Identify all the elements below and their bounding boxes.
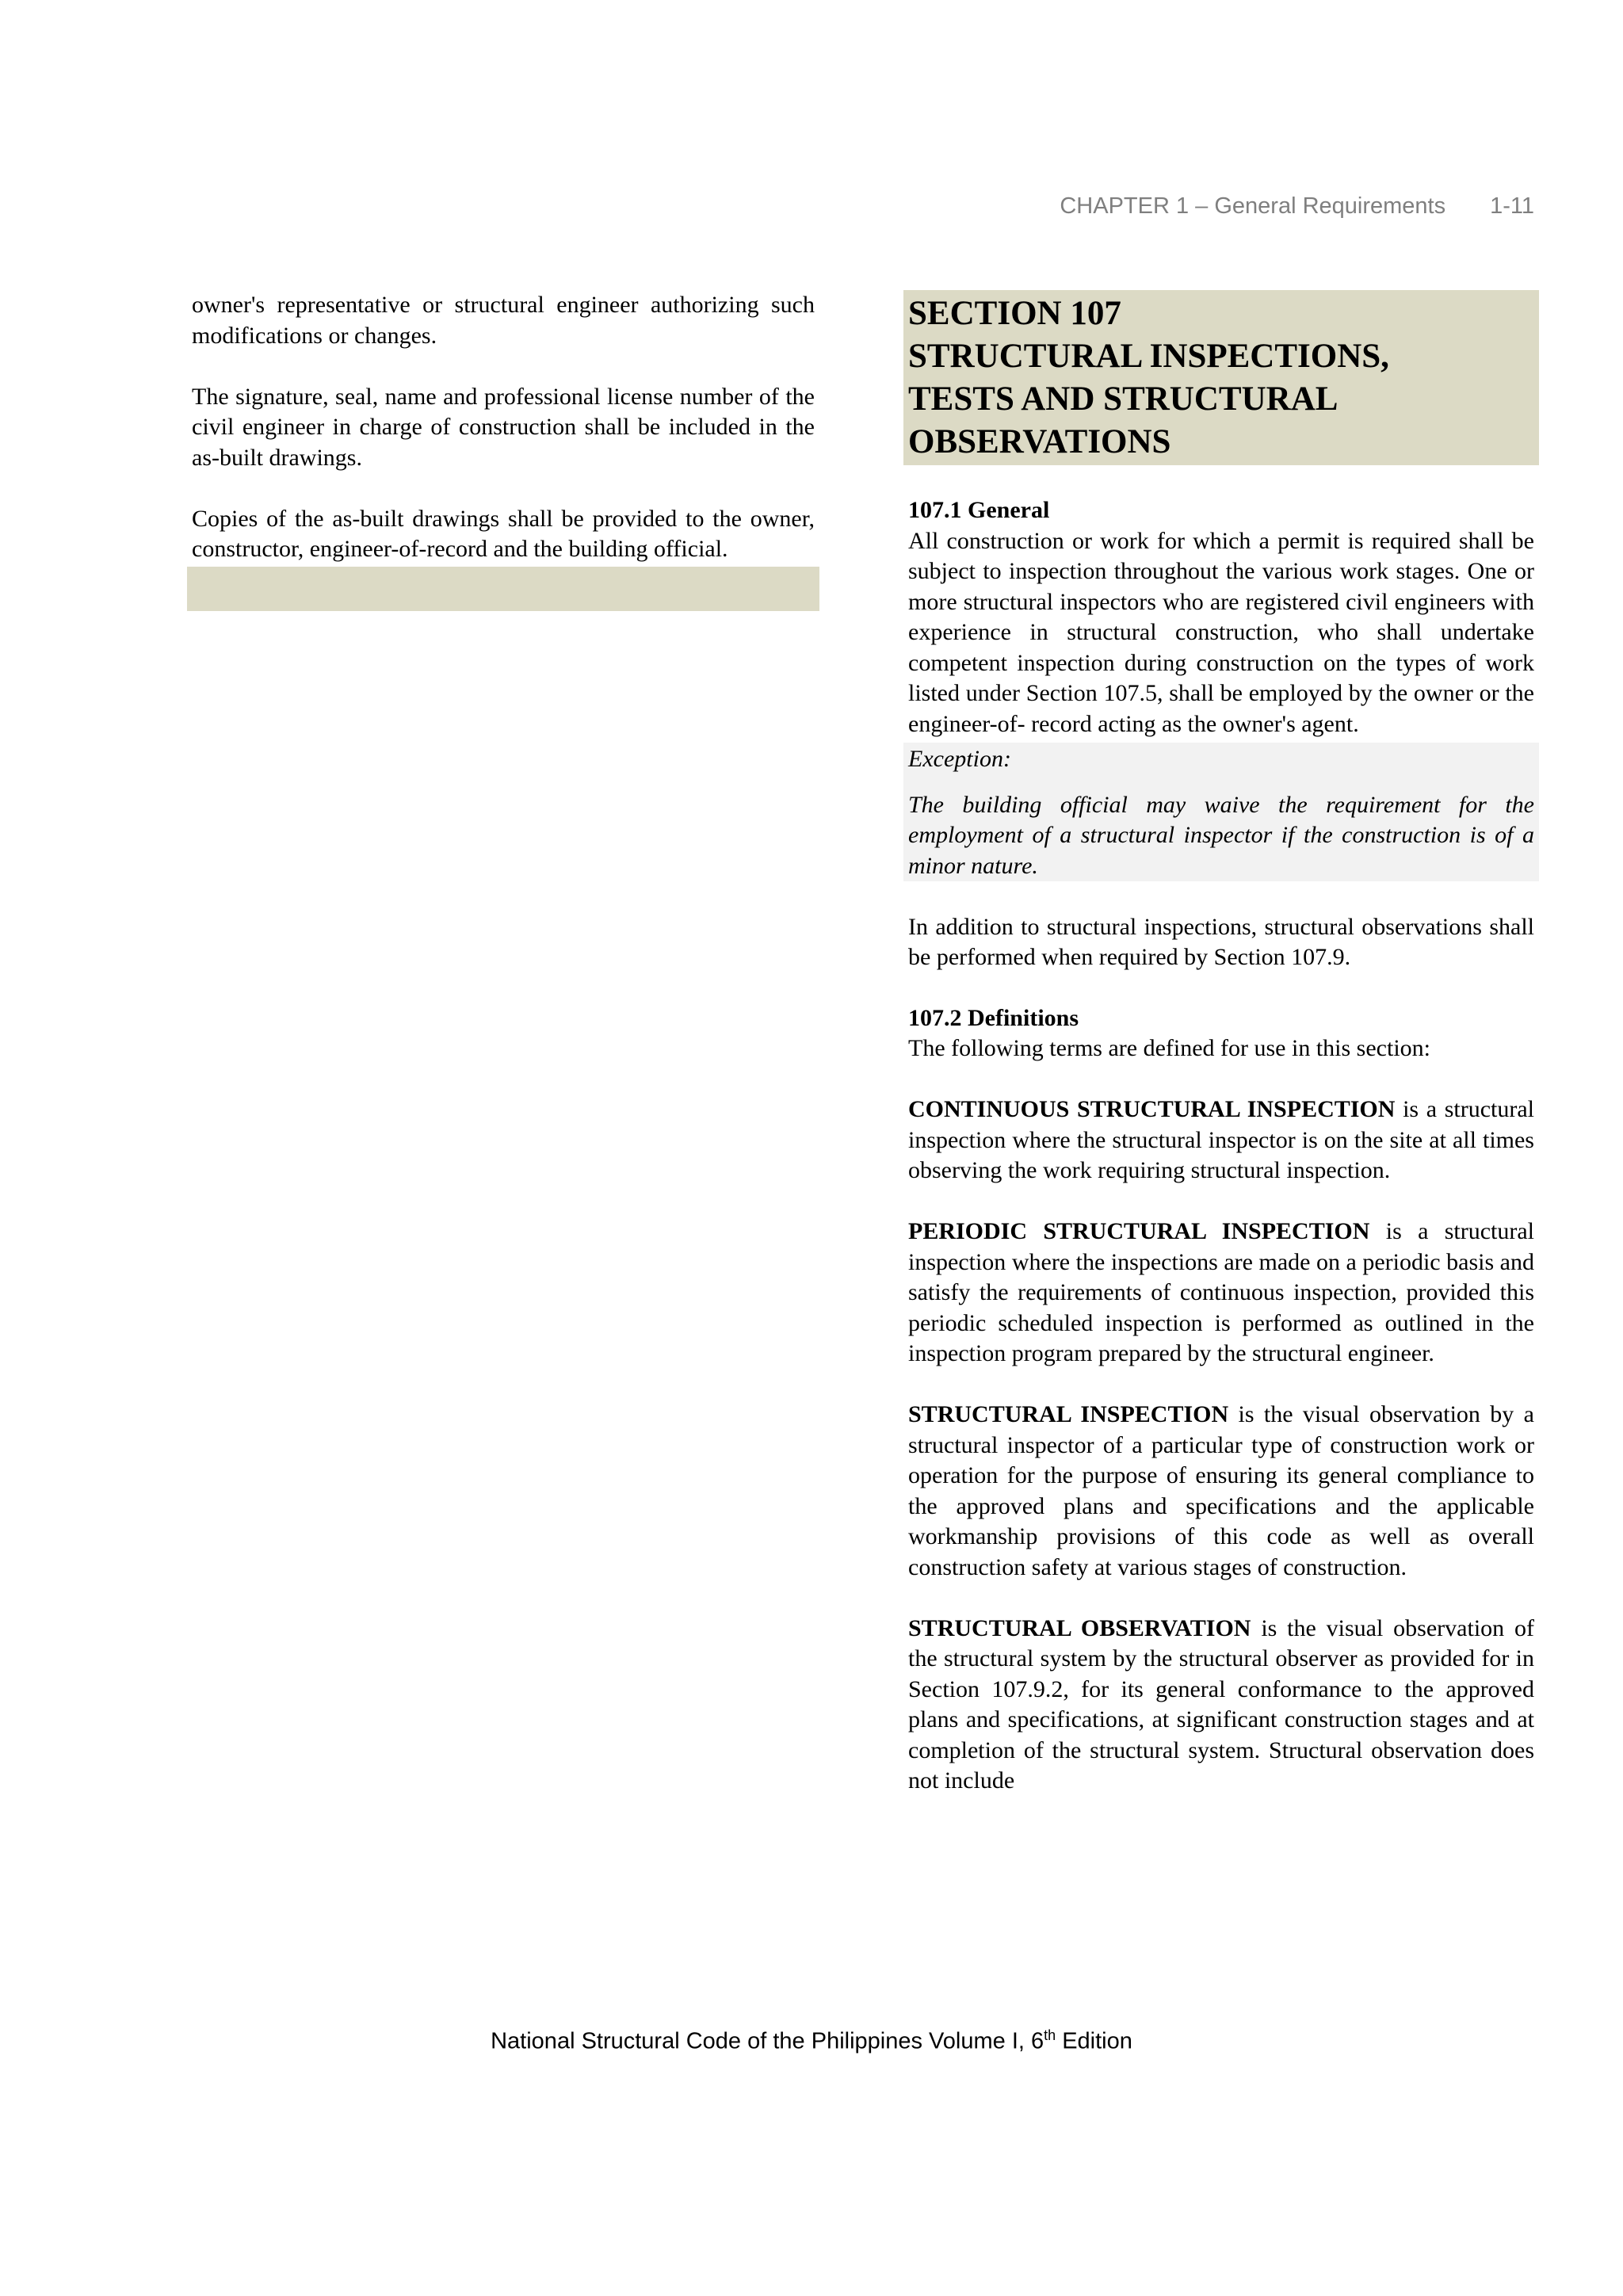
shaded-band — [187, 567, 819, 611]
section-title-line-2: TESTS AND STRUCTURAL — [908, 380, 1338, 418]
paragraph-as-built-copies: Copies of the as-built drawings shall be provided to the owner, constructor, engineer-of-record and the building official. — [192, 505, 815, 562]
footer-superscript: th — [1044, 2027, 1056, 2043]
definition-text: is the visual observation by a structural inspector of a particular type of construction work or operation for the purpose of ensuring its general compliance to the approved plans and specifications and the applicable workmanship provisions of this code as well as overall construction safety at various stages of construction. — [908, 1401, 1534, 1580]
exception-text: The building official may waive the requirement for the employment of a structural inspector if the construction is of a minor nature. — [908, 791, 1534, 879]
definition-structural-observation — [908, 1614, 1534, 1797]
definition-term: STRUCTURAL INSPECTION — [908, 1401, 1229, 1427]
subsection-heading-general: 107.1 General — [908, 497, 1050, 523]
right-column — [908, 290, 1534, 1797]
paragraph-signature-seal: The signature, seal, name and professional license number of the civil engineer in charge of construction shall be included in the as-built drawings. — [192, 383, 815, 471]
definition-text: is a structural inspection where the structural inspector is on the site at all times observing the work requiring structural inspection. — [908, 1096, 1535, 1183]
general-paragraph: All construction or work for which a permit is required shall be subject to inspection throughout the various work stages. One or more structural inspectors who are registered civil engineers with experience in structural construction, who shall undertake competent inspection during construction on the types of work listed under Section 107.5, shall be employed by the owner or the engineer-of- record acting as the owner's agent. — [908, 527, 1534, 737]
page-footer — [0, 2027, 1623, 2055]
exception-box — [903, 743, 1539, 881]
definition-periodic-inspection — [908, 1217, 1534, 1370]
section-heading — [903, 290, 1539, 465]
footer-edition: Edition — [1056, 2028, 1132, 2054]
section-title-line-3: OBSERVATIONS — [908, 423, 1171, 460]
footer-title: National Structural Code of the Philippines Volume I, 6 — [491, 2028, 1044, 2054]
definition-term: CONTINUOUS STRUCTURAL INSPECTION — [908, 1096, 1396, 1122]
definition-continuous-inspection — [908, 1095, 1534, 1186]
definition-text: is a structural inspection where the inspections are made on a periodic basis and satisfy the requirements of continuous inspection, provided this periodic scheduled inspection is performed as outlined in the inspection program prepared by the structural engineer. — [908, 1218, 1534, 1366]
definitions-intro: The following terms are defined for use in this section: — [908, 1035, 1430, 1061]
chapter-title: CHAPTER 1 – General Requirements — [1060, 193, 1446, 219]
paragraph-modifications: owner's representative or structural engineer authorizing such modifications or changes. — [192, 292, 815, 349]
definition-structural-inspection — [908, 1400, 1534, 1583]
observations-paragraph: In addition to structural inspections, structural observations shall be performed when required by Section 107.9. — [908, 913, 1534, 970]
exception-label: Exception: — [908, 746, 1011, 772]
section-number: SECTION 107 — [908, 295, 1121, 332]
left-column — [192, 290, 815, 611]
definition-term: STRUCTURAL OBSERVATION — [908, 1614, 1251, 1641]
subsection-heading-definitions: 107.2 Definitions — [908, 1004, 1079, 1031]
page-number: 1-11 — [1490, 193, 1534, 219]
definition-term: PERIODIC STRUCTURAL INSPECTION — [908, 1218, 1370, 1244]
running-header — [1060, 193, 1534, 220]
section-title-line-1: STRUCTURAL INSPECTIONS, — [908, 338, 1389, 375]
definition-text: is the visual observation of the structural system by the structural observer as provided for in Section 107.9.2, for its general conformance to the approved plans and specifications, at significant construction stages and at completion of the structural system. Structural observation does not include — [908, 1614, 1534, 1794]
